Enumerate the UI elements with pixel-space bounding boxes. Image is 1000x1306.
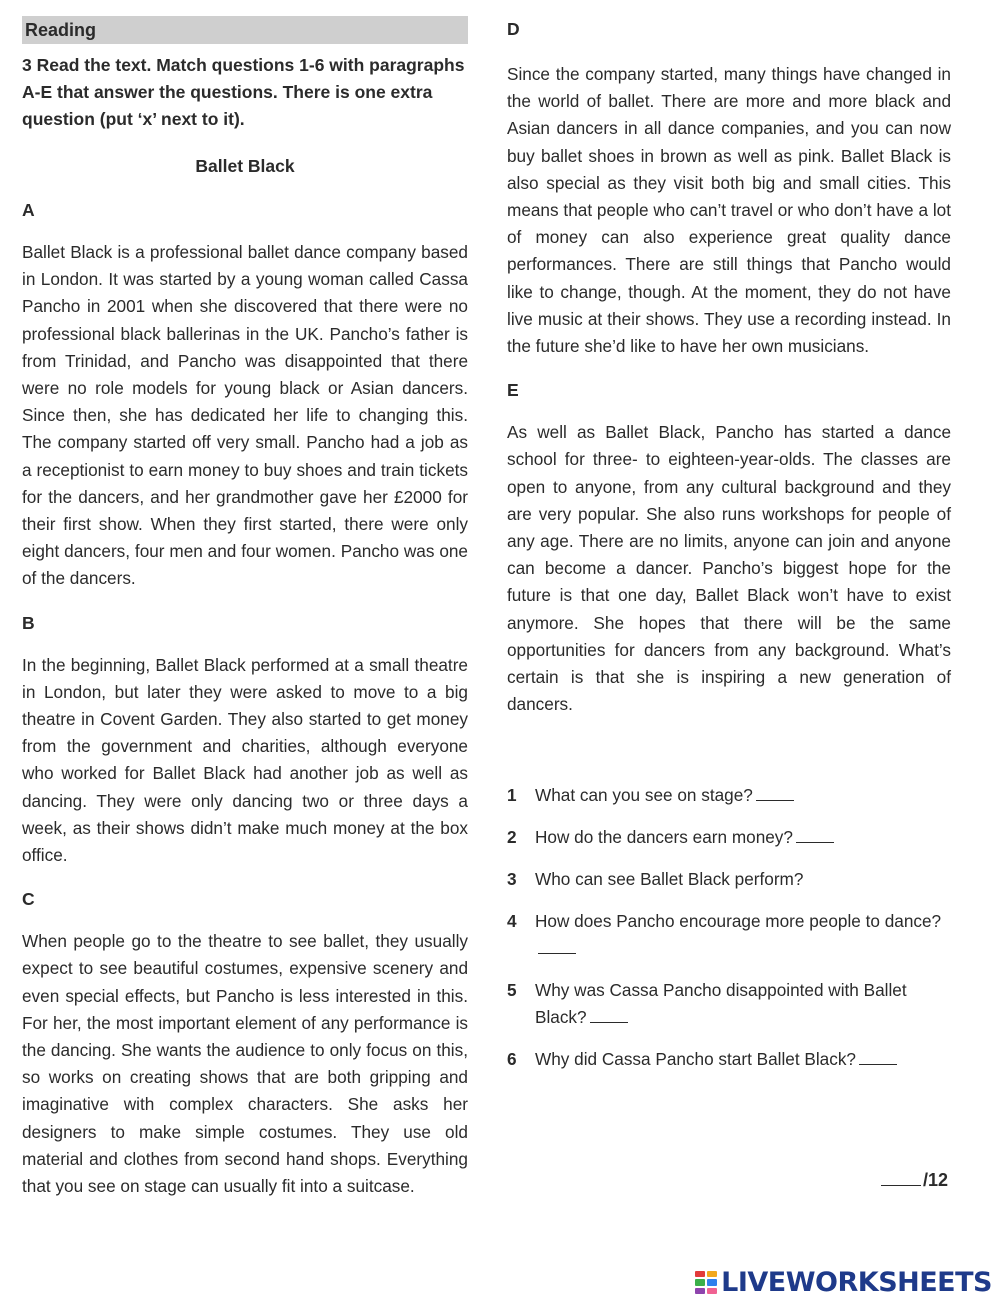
- question-item: [507, 908, 951, 962]
- question-item: [507, 824, 951, 851]
- question-number: 5: [507, 980, 517, 1001]
- paragraph-letter-c: C: [22, 889, 35, 910]
- answer-blank[interactable]: [538, 939, 576, 954]
- logo-tile: [695, 1288, 705, 1295]
- score-blank[interactable]: [881, 1171, 921, 1186]
- paragraph-letter-d: D: [507, 19, 520, 39]
- question-item: [507, 1046, 951, 1073]
- question-text: Why was Cassa Pancho disappointed with Ballet Black?: [535, 980, 907, 1028]
- answer-blank[interactable]: [590, 1008, 628, 1023]
- question-number: 3: [507, 869, 517, 890]
- right-column: [507, 16, 951, 1088]
- logo-tile: [707, 1271, 717, 1278]
- question-list: [507, 782, 951, 1073]
- liveworksheets-logo: [695, 1267, 992, 1298]
- question-text: Why did Cassa Pancho start Ballet Black?: [535, 1049, 856, 1070]
- question-text: How do the dancers earn money?: [535, 827, 793, 848]
- paragraph-c-text: When people go to the theatre to see ballet, they usually expect to see beautiful costumes, expensive scenery and even special effects, but Pancho is less interested in this. For her, the most important element of any performance is the dancing. She wants the audience to only focus on this, so works on creating shows that are both gripping and imaginative with complex characters. She asks her designers to make simple costumes. They use old material and clothes from second hand shops. Everything that you see on stage can usually fit into a suitcase.: [22, 931, 468, 1197]
- paragraph-e-text: As well as Ballet Black, Pancho has started a dance school for three- to eighteen-year-olds. The classes are open to anyone, from any cultural background and they are very popular. She also runs workshops for people of any age. There are no limits, anyone can join and anyone can become a dancer. Pancho’s biggest hope for the future is that one day, Ballet Black won’t have to exist anymore. She hopes that there will be the same opportunities for dancers from any background. What’s certain is that she is inspiring a new generation of dancers.: [507, 422, 951, 715]
- paragraph-b-text: In the beginning, Ballet Black performed at a small theatre in London, but later they were asked to move to a big theatre in Covent Garden. They also started to get money from the government and charities, although everyone who worked for Ballet Black had another job as well as dancing. They were only dancing two or three days a week, as their shows didn’t make much money at the box office.: [22, 654, 468, 866]
- question-text: What can you see on stage?: [535, 785, 753, 806]
- question-number: 4: [507, 911, 517, 932]
- answer-blank[interactable]: [756, 786, 794, 801]
- logo-tile: [695, 1271, 705, 1278]
- question-number: 6: [507, 1049, 517, 1070]
- section-title: Reading: [22, 16, 468, 44]
- left-column: [22, 16, 468, 1200]
- logo-tile: [695, 1279, 705, 1286]
- question-text: Who can see Ballet Black perform?: [535, 869, 804, 890]
- article-title: Ballet Black: [195, 156, 295, 176]
- score-total: [881, 1170, 948, 1191]
- question-number: 1: [507, 785, 517, 806]
- answer-blank[interactable]: [859, 1050, 897, 1065]
- answer-blank[interactable]: [796, 828, 834, 843]
- question-item: [507, 866, 951, 893]
- score-text: /12: [922, 1170, 948, 1190]
- logo-tile: [707, 1288, 717, 1295]
- paragraph-letter-b: B: [22, 612, 35, 633]
- logo-tile: [707, 1279, 717, 1286]
- paragraph-letter-e: E: [507, 380, 519, 401]
- logo-text: LIVEWORKSHEETS: [721, 1267, 992, 1298]
- question-number: 2: [507, 827, 517, 848]
- paragraph-a-text: Ballet Black is a professional ballet dance company based in London. It was started by a young woman called Cassa Pancho in 2001 when she discovered that there were no professional black ballerinas in the UK. Pancho’s father is from Trinidad, and Pancho was disappointed that there were no role models for young black or Asian dancers. Since then, she has dedicated her life to changing this. The company started off very small. Pancho had a job as a receptionist to earn money to buy shoes and train tickets for the dancers, and her grandmother gave her £2000 for their first show. When they first started, there were only eight dancers, four men and four women. Pancho was one of the dancers.: [22, 242, 468, 589]
- paragraph-d-text: Since the company started, many things have changed in the world of ballet. There are more and more black and Asian dancers in all dance companies, and you can now buy ballet shoes in brown as well as pink. Ballet Black is also special as they visit both big and small cities. This means that people who can’t travel or who don’t have a lot of money can also experience great quality dance performances. There are still things that Pancho would like to change, though. At the moment, they do not have live music at their shows. They use a recording instead. In the future she’d like to have her own musicians.: [507, 64, 951, 357]
- instructions: 3 Read the text. Match questions 1-6 with paragraphs A-E that answer the questions. There is one extra question (put ‘x’ next to it).: [22, 55, 465, 129]
- paragraph-letter-a: A: [22, 200, 35, 220]
- question-item: [507, 977, 951, 1031]
- question-text: How does Pancho encourage more people to dance?: [535, 911, 942, 932]
- question-item: [507, 782, 951, 809]
- logo-icon: [695, 1271, 717, 1295]
